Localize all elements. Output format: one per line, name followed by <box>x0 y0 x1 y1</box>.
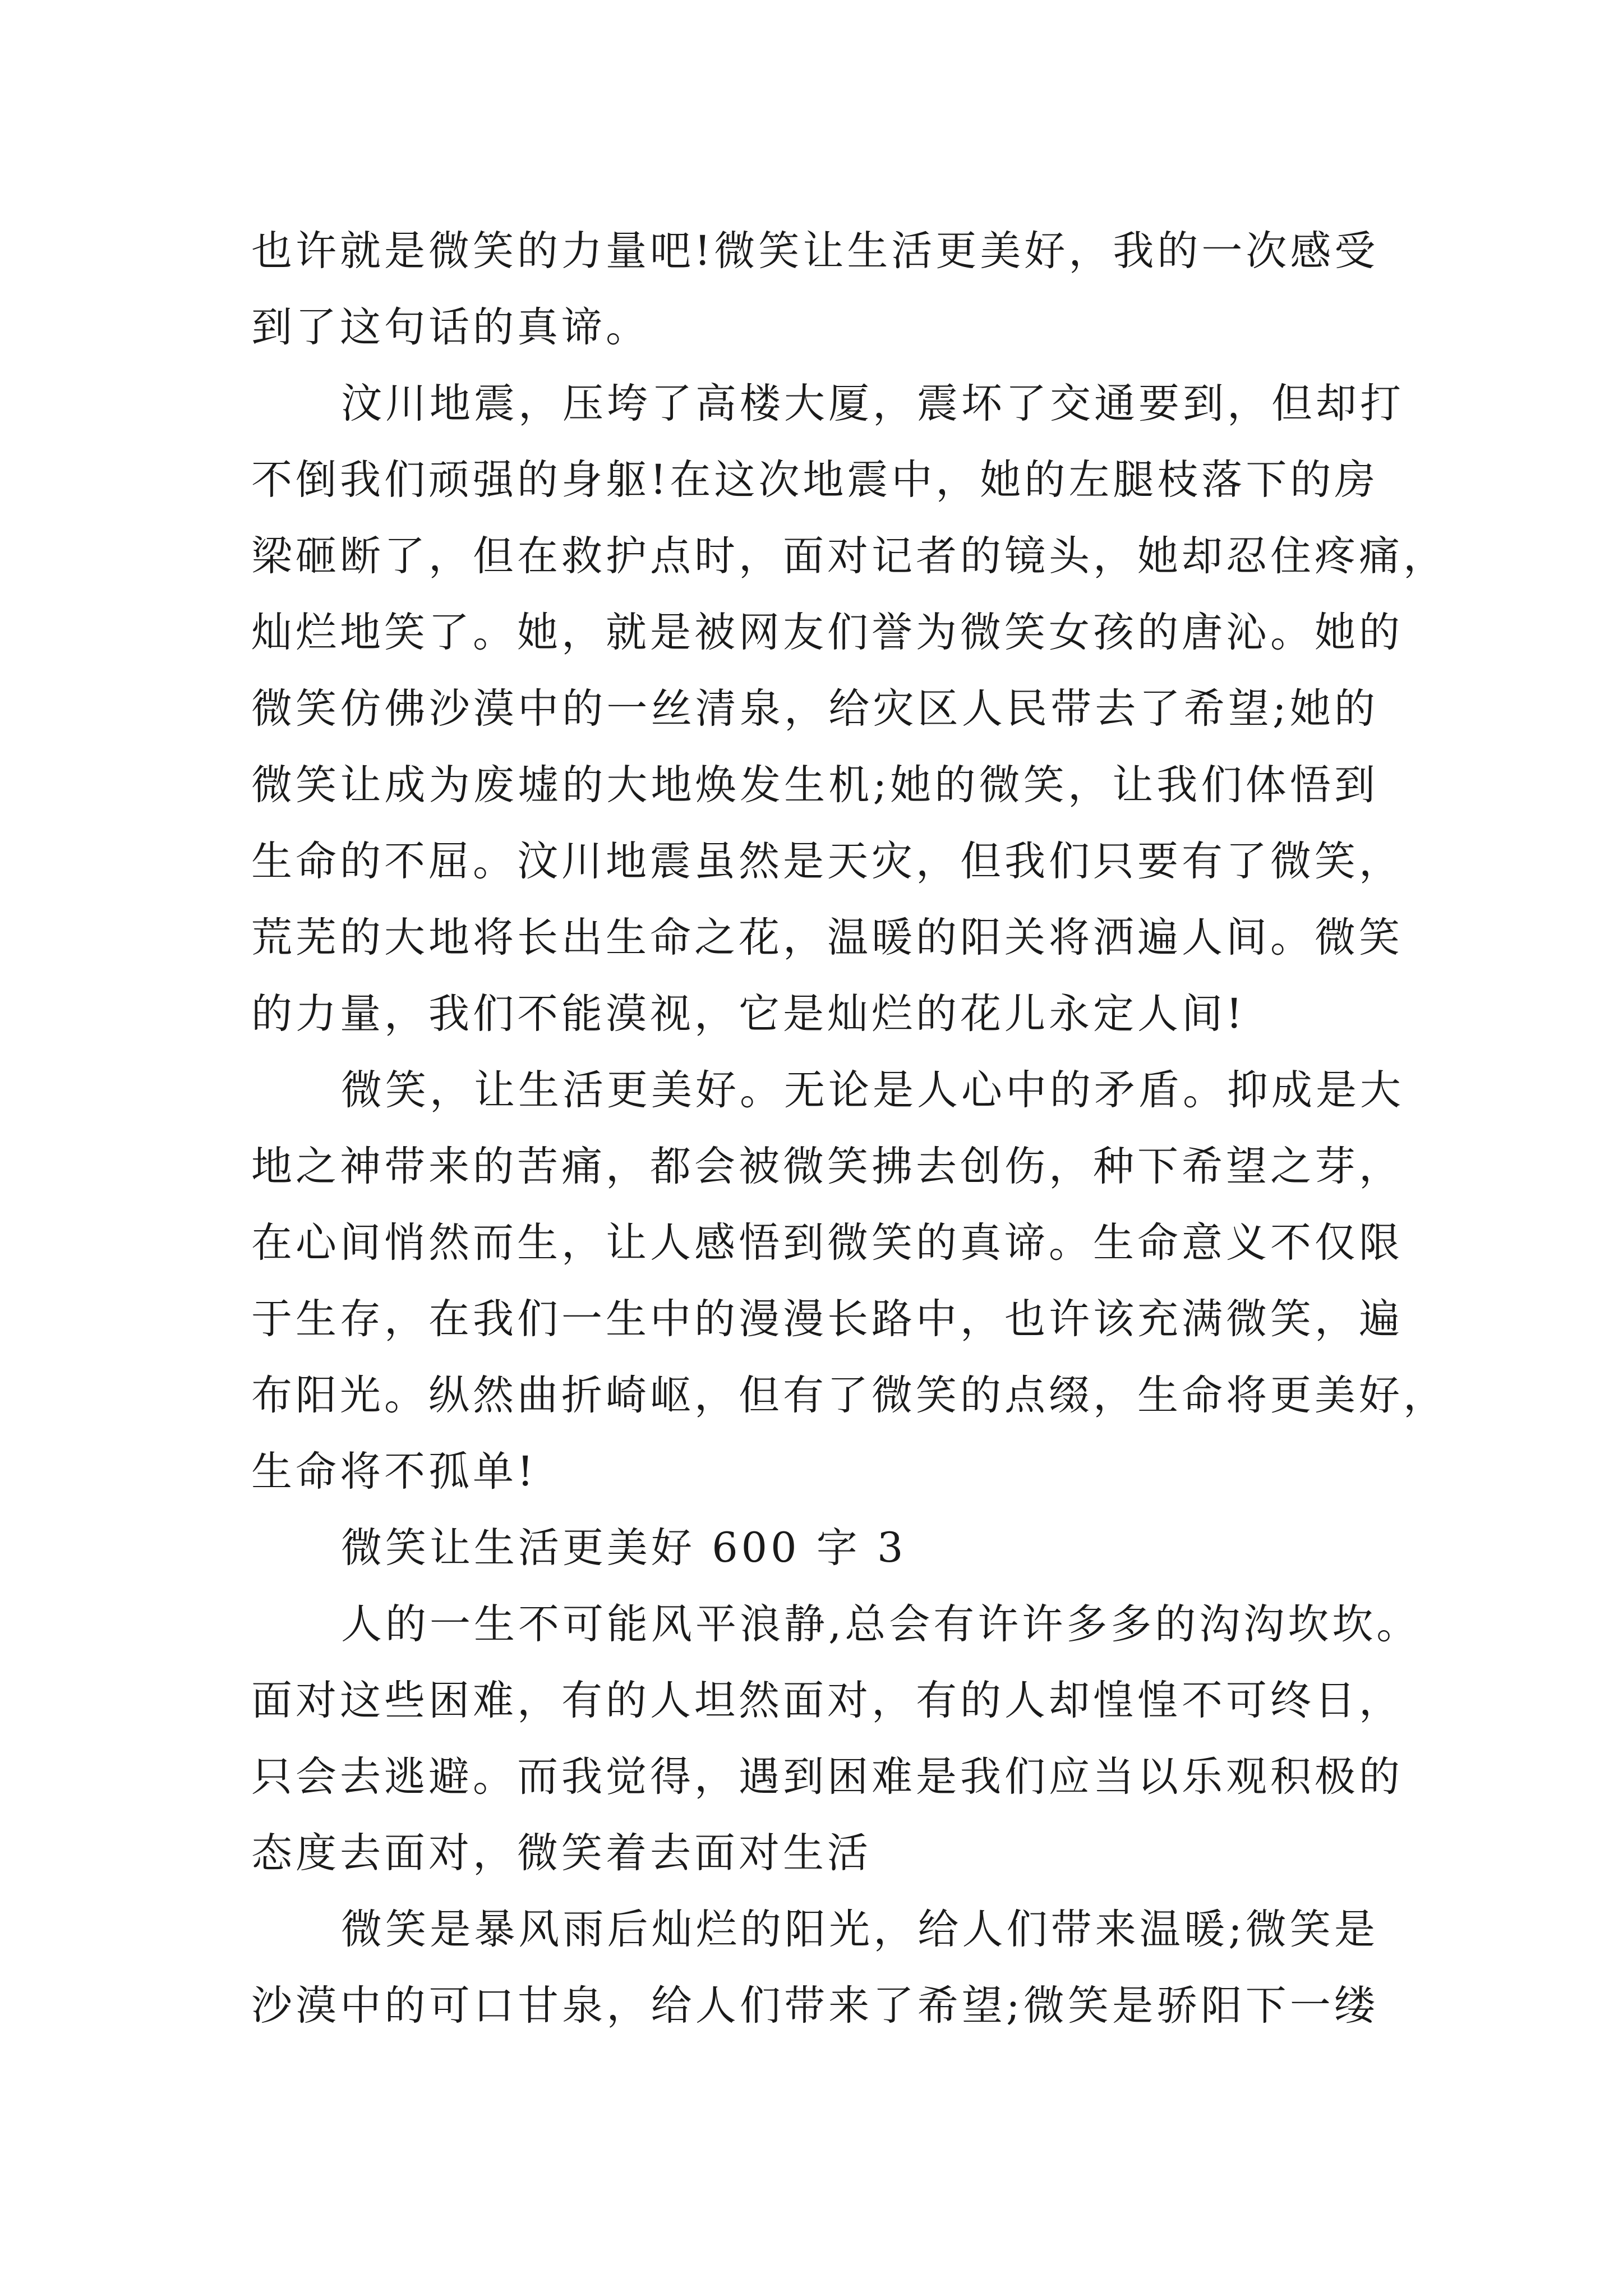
text-line: 微笑让成为废墟的大地焕发生机;她的微笑，让我们体悟到 <box>251 761 1378 809</box>
text-line: 在心间悄然而生，让人感悟到微笑的真谛。生命意义不仅限 <box>251 1219 1403 1267</box>
text-line: 布阳光。纵然曲折崎岖，但有了微笑的点缀，生命将更美好， <box>251 1372 1447 1419</box>
text-line: 地之神带来的苦痛，都会被微笑拂去创伤，种下希望之芽， <box>251 1143 1403 1190</box>
text-line: 生命的不屈。汶川地震虽然是天灾，但我们只要有了微笑， <box>251 838 1403 885</box>
text-line: 微笑是暴风雨后灿烂的阳光，给人们带来温暖;微笑是 <box>341 1906 1378 1953</box>
text-line: 微笑让生活更美好 600 字 3 <box>341 1524 907 1572</box>
text-line: 汶川地震，压垮了高楼大厦，震坏了交通要到，但却打 <box>341 380 1404 427</box>
text-line: 生命将不孤单! <box>251 1448 537 1496</box>
text-line: 沙漠中的可口甘泉，给人们带来了希望;微笑是骄阳下一缕 <box>251 1982 1378 2030</box>
body-text <box>251 213 1447 2044</box>
text-line: 微笑仿佛沙漠中的一丝清泉，给灾区人民带去了希望;她的 <box>251 685 1378 733</box>
text-line: 梁砸断了，但在救护点时，面对记者的镜头，她却忍住疼痛， <box>251 532 1447 580</box>
text-line: 灿烂地笑了。她，就是被网友们誉为微笑女孩的唐沁。她的 <box>251 609 1403 656</box>
text-line: 到了这句话的真谛。 <box>251 303 650 351</box>
text-line: 态度去面对，微笑着去面对生活 <box>251 1829 872 1877</box>
text-line: 荒芜的大地将长出生命之花，温暖的阳关将洒遍人间。微笑 <box>251 914 1403 961</box>
text-line: 面对这些困难，有的人坦然面对，有的人却惶惶不可终日， <box>251 1677 1403 1724</box>
text-line: 于生存，在我们一生中的漫漫长路中，也许该充满微笑，遍 <box>251 1295 1403 1343</box>
text-line: 微笑，让生活更美好。无论是人心中的矛盾。抑成是大 <box>341 1066 1404 1114</box>
text-line: 也许就是微笑的力量吧!微笑让生活更美好，我的一次感受 <box>251 227 1379 275</box>
text-line: 只会去逃避。而我觉得，遇到困难是我们应当以乐观积极的 <box>251 1753 1403 1801</box>
text-line: 人的一生不可能风平浪静,总会有许许多多的沟沟坎坎。 <box>341 1600 1421 1648</box>
text-line: 的力量，我们不能漠视，它是灿烂的花儿永定人间! <box>251 990 1246 1038</box>
text-line: 不倒我们顽强的身躯!在这次地震中，她的左腿枝落下的房 <box>251 456 1379 504</box>
